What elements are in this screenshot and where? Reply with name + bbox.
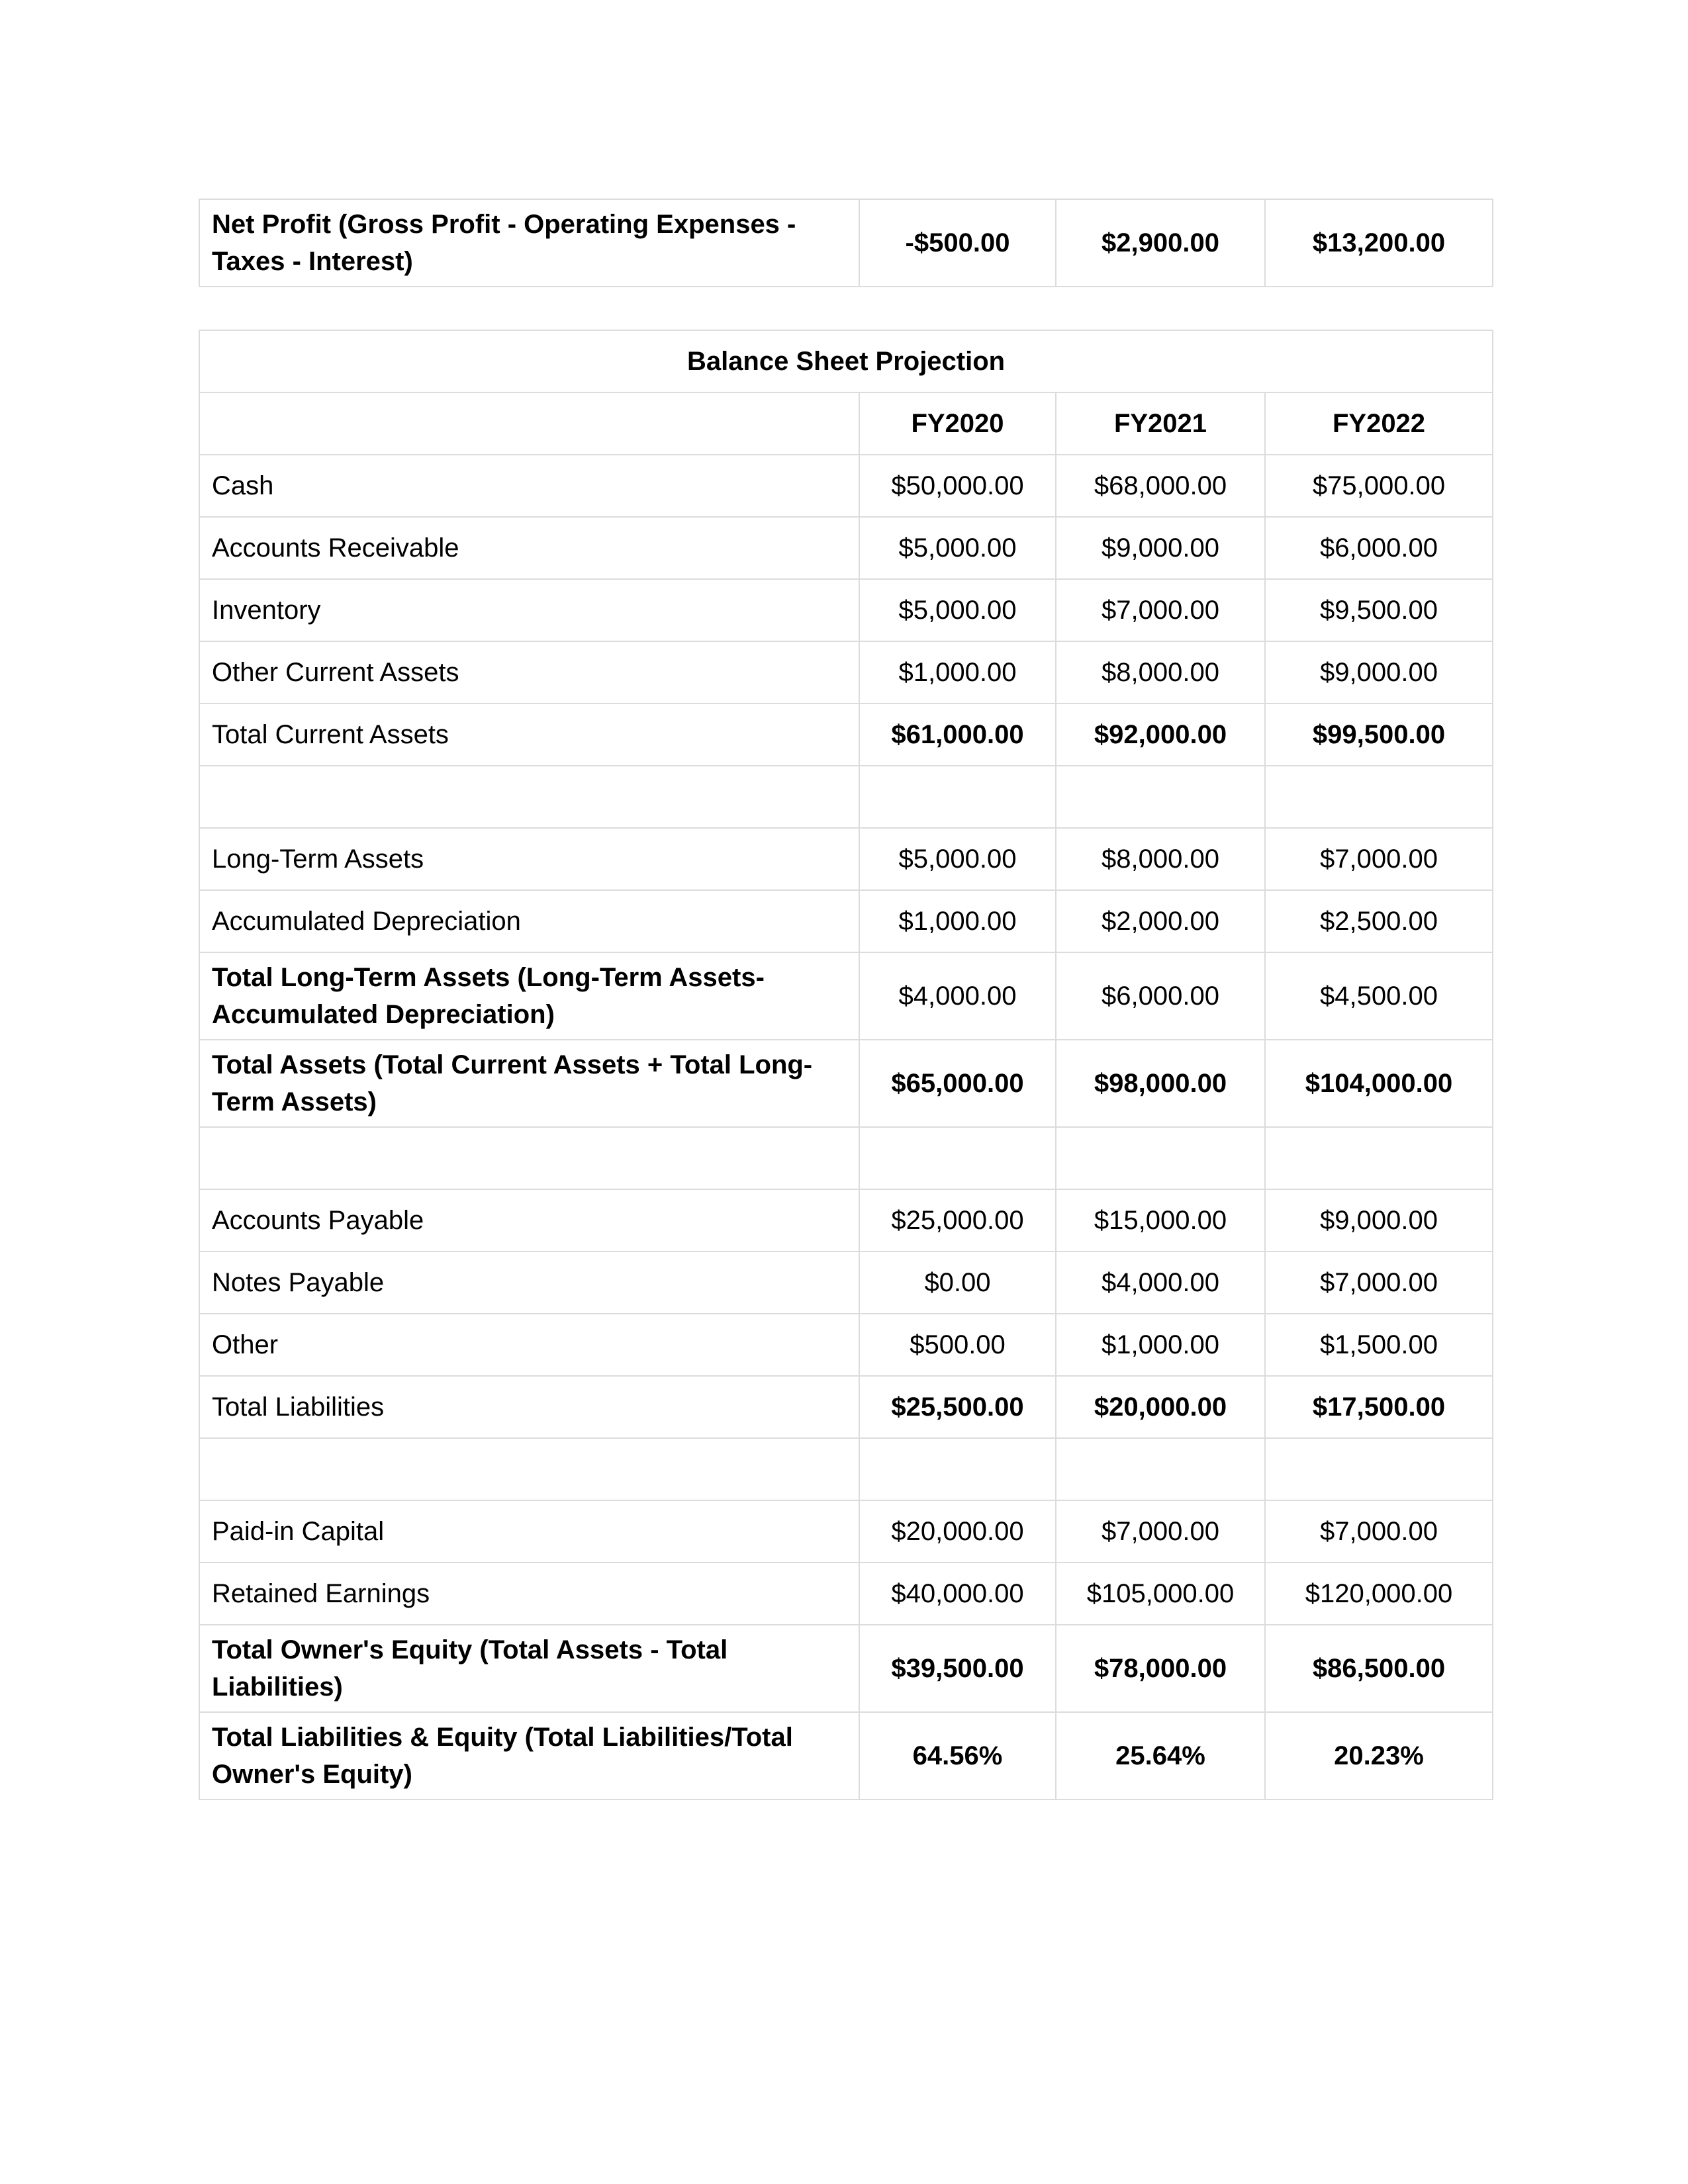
- value-cell: [859, 766, 1056, 828]
- table-row: [199, 1251, 1493, 1314]
- row-label: Other Current Assets: [199, 641, 859, 704]
- row-label: Inventory: [199, 579, 859, 641]
- value-cell: $78,000.00: [1056, 1625, 1265, 1712]
- value-cell: $5,000.00: [859, 579, 1056, 641]
- value-cell: $120,000.00: [1265, 1563, 1493, 1625]
- table-row: [199, 1563, 1493, 1625]
- value-cell: $20,000.00: [859, 1500, 1056, 1563]
- value-cell: 25.64%: [1056, 1712, 1265, 1799]
- row-label: Accounts Payable: [199, 1189, 859, 1251]
- table-row: [199, 1189, 1493, 1251]
- table-row: [199, 517, 1493, 579]
- row-label: [199, 766, 859, 828]
- value-cell: $4,000.00: [1056, 1251, 1265, 1314]
- row-label: Cash: [199, 455, 859, 517]
- value-cell: $92,000.00: [1056, 704, 1265, 766]
- value-cell: $4,500.00: [1265, 952, 1493, 1040]
- value-cell: $104,000.00: [1265, 1040, 1493, 1127]
- value-cell: $1,000.00: [859, 641, 1056, 704]
- value-cell: $98,000.00: [1056, 1040, 1265, 1127]
- column-header-row: [199, 392, 1493, 455]
- value-cell: -$500.00: [859, 199, 1056, 287]
- row-label: Accumulated Depreciation: [199, 890, 859, 952]
- table-row: [199, 704, 1493, 766]
- column-header-fy2021: FY2021: [1056, 392, 1265, 455]
- spacer-row: [199, 1438, 1493, 1500]
- table-row: [199, 1040, 1493, 1127]
- value-cell: $2,900.00: [1056, 199, 1265, 287]
- value-cell: $40,000.00: [859, 1563, 1056, 1625]
- value-cell: $6,000.00: [1265, 517, 1493, 579]
- value-cell: $1,000.00: [859, 890, 1056, 952]
- value-cell: [1056, 1438, 1265, 1500]
- value-cell: $20,000.00: [1056, 1376, 1265, 1438]
- value-cell: $0.00: [859, 1251, 1056, 1314]
- value-cell: $7,000.00: [1056, 579, 1265, 641]
- row-label: Notes Payable: [199, 1251, 859, 1314]
- value-cell: $105,000.00: [1056, 1563, 1265, 1625]
- balance-sheet-table: [199, 330, 1493, 1800]
- value-cell: $65,000.00: [859, 1040, 1056, 1127]
- value-cell: $68,000.00: [1056, 455, 1265, 517]
- row-label: Total Owner's Equity (Total Assets - Total Liabilities): [199, 1625, 859, 1712]
- value-cell: [1265, 1127, 1493, 1189]
- table-row: [199, 828, 1493, 890]
- row-label: Accounts Receivable: [199, 517, 859, 579]
- table-row: [199, 1712, 1493, 1799]
- value-cell: [1056, 766, 1265, 828]
- value-cell: [1265, 1438, 1493, 1500]
- row-label: Total Long-Term Assets (Long-Term Assets-Accumulated Depreciation): [199, 952, 859, 1040]
- value-cell: [859, 1127, 1056, 1189]
- value-cell: $8,000.00: [1056, 641, 1265, 704]
- value-cell: $1,500.00: [1265, 1314, 1493, 1376]
- row-label: [199, 1127, 859, 1189]
- value-cell: [1265, 766, 1493, 828]
- value-cell: $5,000.00: [859, 517, 1056, 579]
- value-cell: $8,000.00: [1056, 828, 1265, 890]
- value-cell: $61,000.00: [859, 704, 1056, 766]
- value-cell: $25,000.00: [859, 1189, 1056, 1251]
- value-cell: $15,000.00: [1056, 1189, 1265, 1251]
- table-row: [199, 1376, 1493, 1438]
- table-row: [199, 890, 1493, 952]
- table-row-net-profit: [199, 199, 1493, 287]
- value-cell: [1056, 1127, 1265, 1189]
- value-cell: $2,000.00: [1056, 890, 1265, 952]
- value-cell: $9,000.00: [1056, 517, 1265, 579]
- table-row: [199, 579, 1493, 641]
- table-row: [199, 455, 1493, 517]
- value-cell: $7,000.00: [1056, 1500, 1265, 1563]
- table-row: [199, 641, 1493, 704]
- table-row: [199, 1625, 1493, 1712]
- value-cell: $25,500.00: [859, 1376, 1056, 1438]
- value-cell: $9,000.00: [1265, 1189, 1493, 1251]
- value-cell: $2,500.00: [1265, 890, 1493, 952]
- column-header-fy2022: FY2022: [1265, 392, 1493, 455]
- balance-sheet-body: [199, 455, 1493, 1799]
- row-label: Total Liabilities & Equity (Total Liabilities/Total Owner's Equity): [199, 1712, 859, 1799]
- value-cell: $7,000.00: [1265, 828, 1493, 890]
- value-cell: $86,500.00: [1265, 1625, 1493, 1712]
- row-label: [199, 1438, 859, 1500]
- row-label: Net Profit (Gross Profit - Operating Expenses - Taxes - Interest): [199, 199, 859, 287]
- table-title: Balance Sheet Projection: [199, 330, 1493, 392]
- net-profit-table: [199, 199, 1493, 287]
- value-cell: $500.00: [859, 1314, 1056, 1376]
- table-title-row: [199, 330, 1493, 392]
- value-cell: $1,000.00: [1056, 1314, 1265, 1376]
- row-label: Total Current Assets: [199, 704, 859, 766]
- column-header-fy2020: FY2020: [859, 392, 1056, 455]
- value-cell: $9,000.00: [1265, 641, 1493, 704]
- value-cell: $6,000.00: [1056, 952, 1265, 1040]
- value-cell: $99,500.00: [1265, 704, 1493, 766]
- value-cell: $39,500.00: [859, 1625, 1056, 1712]
- row-label: Retained Earnings: [199, 1563, 859, 1625]
- table-row: [199, 1314, 1493, 1376]
- table-row: [199, 1500, 1493, 1563]
- value-cell: $17,500.00: [1265, 1376, 1493, 1438]
- value-cell: $50,000.00: [859, 455, 1056, 517]
- value-cell: $13,200.00: [1265, 199, 1493, 287]
- value-cell: 64.56%: [859, 1712, 1056, 1799]
- row-label: Paid-in Capital: [199, 1500, 859, 1563]
- value-cell: $9,500.00: [1265, 579, 1493, 641]
- table-row: [199, 952, 1493, 1040]
- row-label: Long-Term Assets: [199, 828, 859, 890]
- value-cell: $5,000.00: [859, 828, 1056, 890]
- row-label: Total Liabilities: [199, 1376, 859, 1438]
- value-cell: $4,000.00: [859, 952, 1056, 1040]
- row-label: Other: [199, 1314, 859, 1376]
- spacer-row: [199, 1127, 1493, 1189]
- value-cell: [859, 1438, 1056, 1500]
- header-empty-cell: [199, 392, 859, 455]
- row-label: Total Assets (Total Current Assets + Total Long-Term Assets): [199, 1040, 859, 1127]
- value-cell: $7,000.00: [1265, 1500, 1493, 1563]
- value-cell: $75,000.00: [1265, 455, 1493, 517]
- value-cell: 20.23%: [1265, 1712, 1493, 1799]
- value-cell: $7,000.00: [1265, 1251, 1493, 1314]
- spacer-row: [199, 766, 1493, 828]
